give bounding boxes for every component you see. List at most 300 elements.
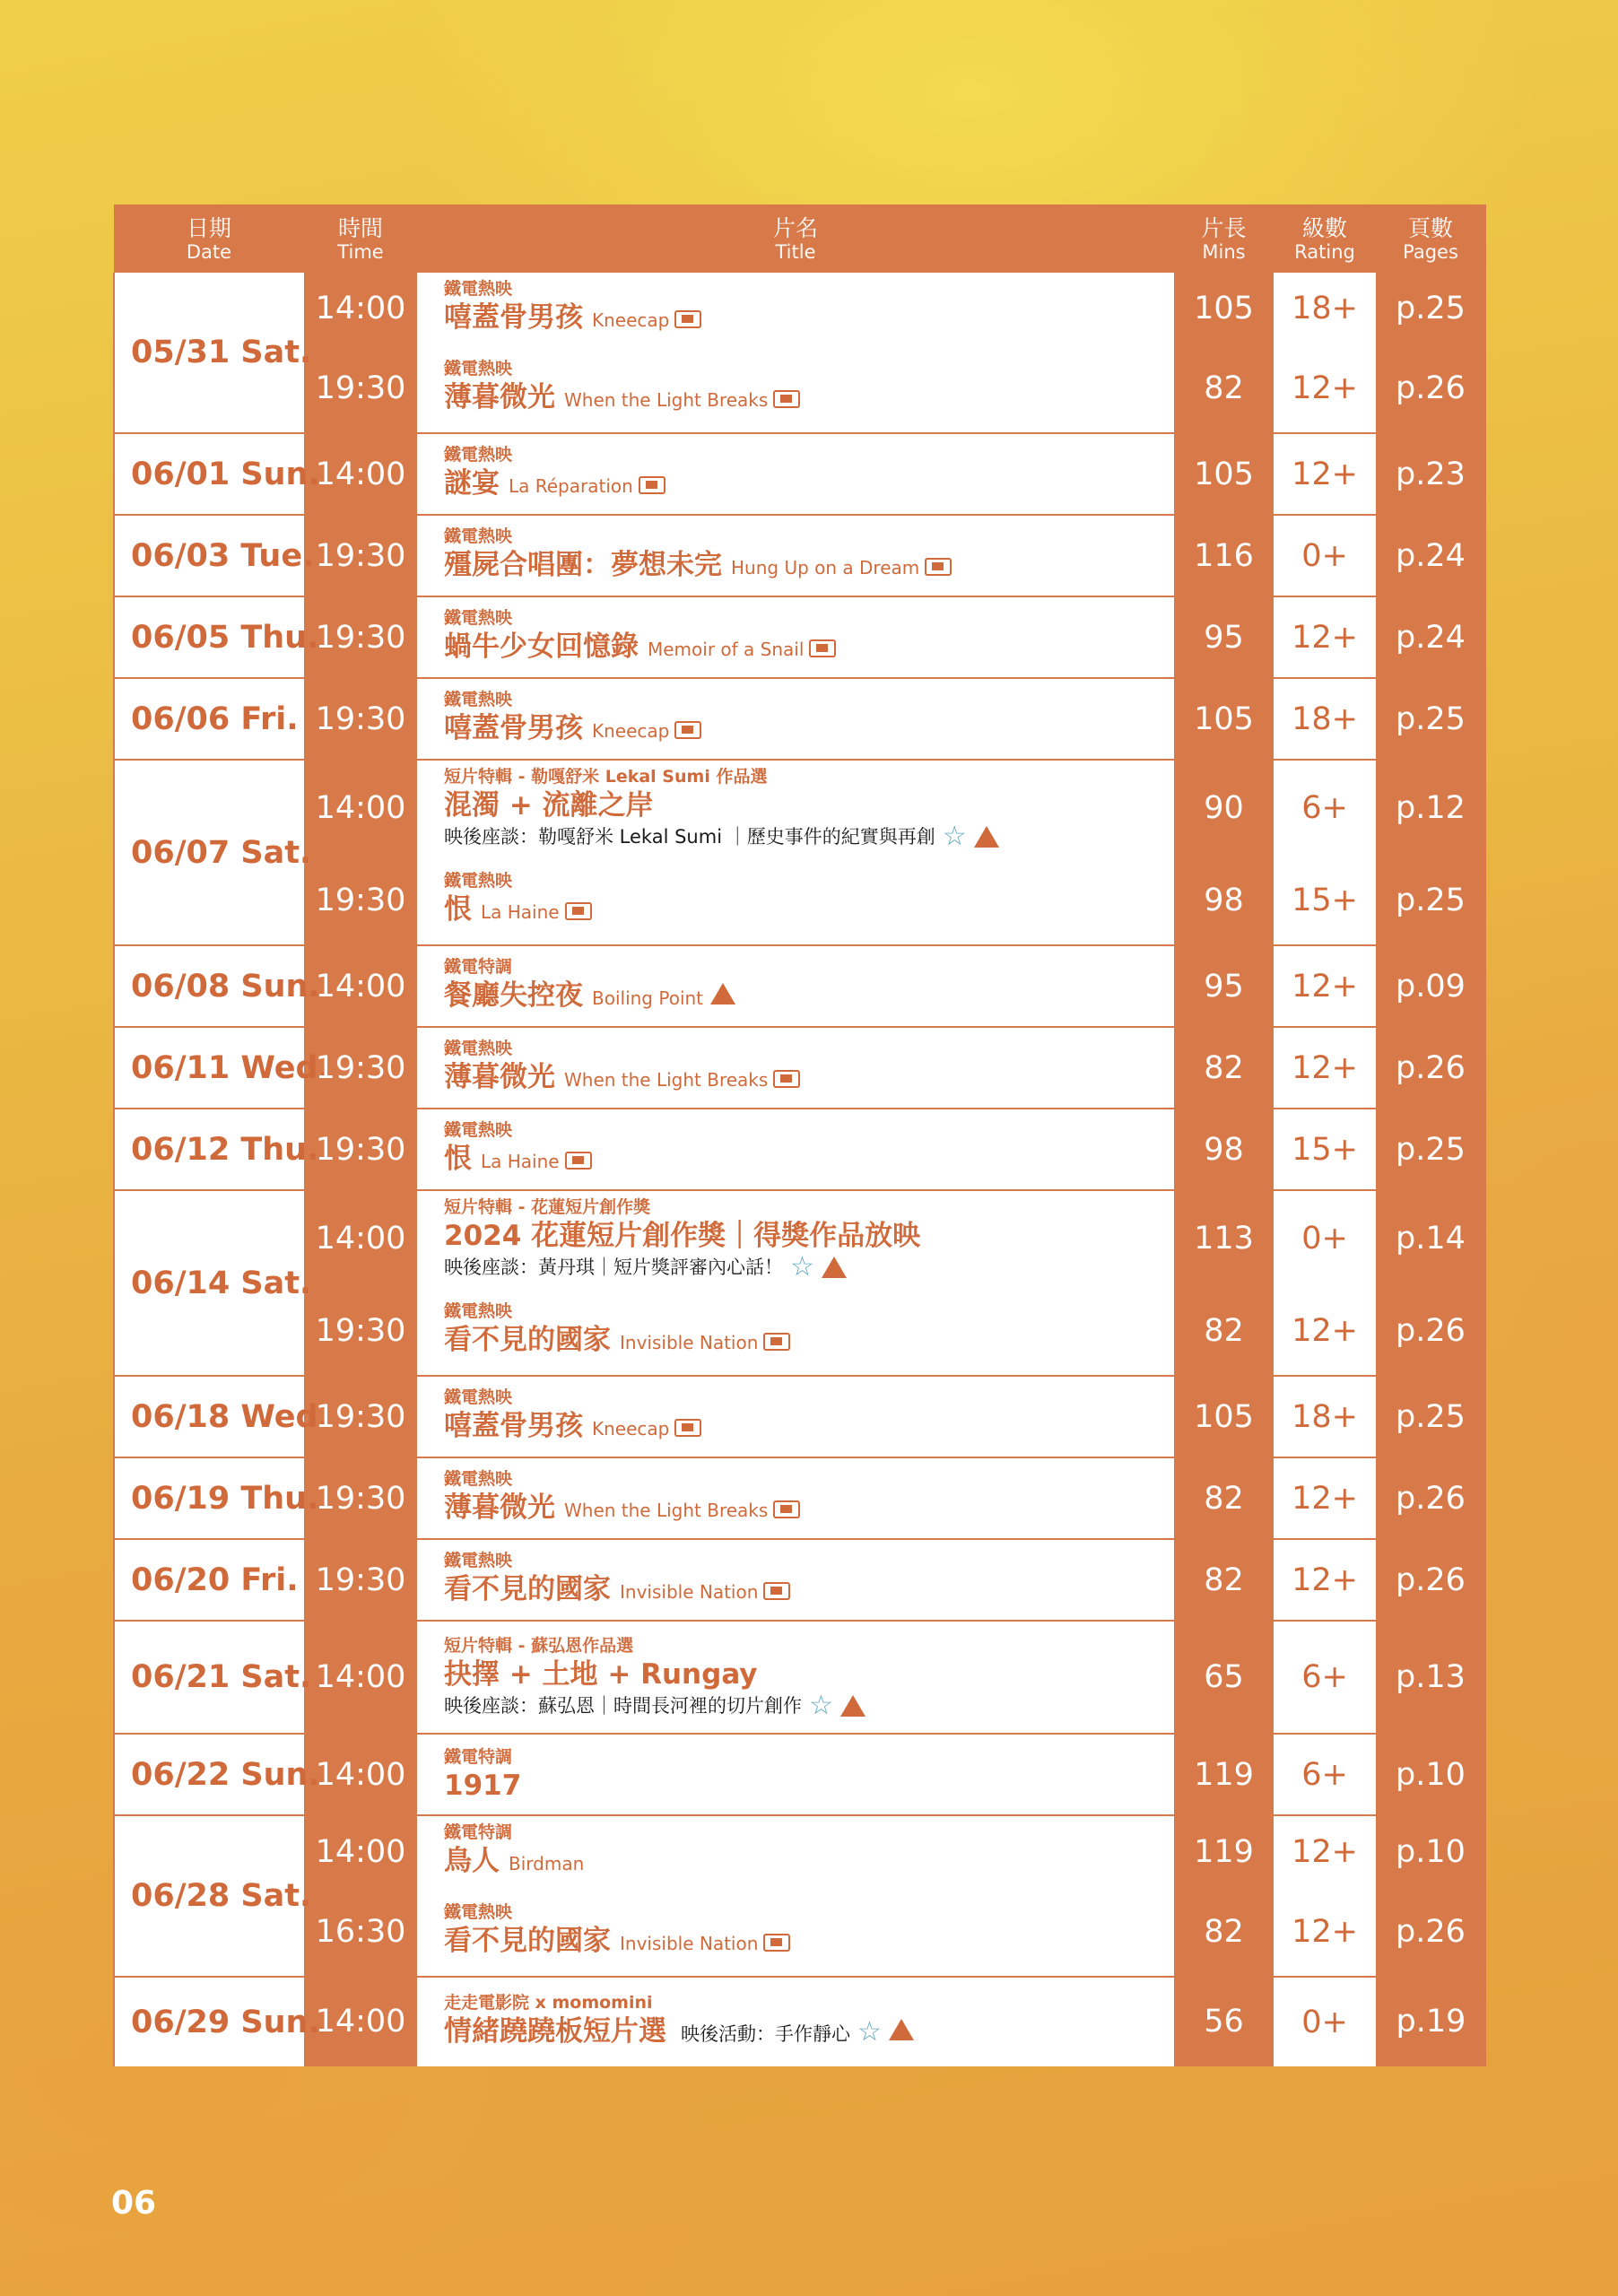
rating-column [1274,596,1376,678]
screening-title-block [417,1458,1174,1538]
ticket-icon [674,310,701,328]
mins-column [1174,1977,1274,2066]
screening-time: 19:30 [315,537,406,574]
screening-title[interactable] [444,1490,1174,1528]
table-header-row [114,204,1486,273]
title-column [417,1621,1174,1734]
title-en: When the Light Breaks [564,1500,769,1521]
date-cell: 06/28 Sat. [114,1815,304,1977]
mins-column [1174,760,1274,945]
pages-column [1376,1815,1486,1977]
screening-rating: 12+ [1292,1833,1358,1870]
screening-page: p.26 [1396,1561,1466,1598]
pages-column [1376,1027,1486,1109]
title-column [417,1109,1174,1190]
date-cell: 06/08 Sun. [114,945,304,1027]
title-en: Kneecap [592,1418,670,1439]
title-zh: 混濁 + 流離之岸 [444,789,654,822]
triangle-icon [974,826,999,848]
pages-column [1376,1977,1486,2066]
rating-column [1274,945,1376,1027]
screening-title-block [417,946,1174,1026]
rating-column [1274,1376,1376,1457]
mins-column [1174,1376,1274,1457]
screening-title-block [417,1286,1174,1375]
screening-title[interactable] [444,300,1174,338]
time-column [304,1027,417,1109]
title-en: Hung Up on a Dream [731,557,920,578]
title-en: Memoir of a Snail [648,639,805,660]
header-pages-zh: 頁數 [1407,214,1453,241]
date-cell: 06/29 Sun. [114,1977,304,2066]
screening-mins: 82 [1204,1480,1244,1517]
title-zh: 餐廳失控夜 [444,979,583,1012]
date-cell: 06/06 Fri. [114,678,304,760]
title-zh: 謎宴 [444,467,500,500]
title-column [417,760,1174,945]
screening-tag: 鐵電熱映 [444,526,513,546]
screening-title-block [417,679,1174,759]
title-zh: 情緒蹺蹺板短片選 [444,2015,666,2048]
screening-time: 19:30 [315,1561,406,1598]
screening-mins: 119 [1194,1756,1254,1793]
screening-page: p.26 [1396,1312,1466,1349]
schedule-row [114,1621,1486,1734]
header-title-en: Title [775,240,816,263]
title-en: Boiling Point [592,987,704,1009]
rating-column [1274,515,1376,596]
star-icon: ☆ [857,2016,882,2048]
header-rating-zh: 級數 [1301,214,1347,241]
schedule-row [114,1977,1486,2066]
time-column [304,1457,417,1539]
schedule-row [114,1457,1486,1539]
screening-mins: 65 [1204,1659,1244,1695]
screening-tag: 鐵電熱映 [444,1387,513,1407]
rating-column [1274,1815,1376,1977]
screening-time: 14:00 [315,1833,406,1870]
header-time-en: Time [337,240,384,263]
screening-mins: 119 [1194,1833,1254,1870]
screening-tag: 鐵電熱映 [444,1301,513,1321]
screening-time: 19:30 [315,1480,406,1517]
schedule-row [114,1190,1486,1376]
screening-time: 19:30 [315,1398,406,1435]
mins-column [1174,1457,1274,1539]
screening-tag: 鐵電熱映 [444,279,513,299]
ticket-icon [809,639,836,657]
screening-title[interactable] [444,1322,1174,1361]
title-zh: 抉擇 + 土地 + Rungay [444,1658,758,1691]
schedule-row [114,760,1486,945]
time-column [304,1539,417,1621]
screening-rating: 12+ [1292,968,1358,1004]
screening-time: 14:00 [315,1221,406,1257]
talk-text: 映後座談：黃丹琪｜短片獎評審內心話！ [444,1257,783,1278]
ticket-icon [674,721,701,739]
screening-mins: 56 [1204,2004,1244,2039]
screening-title[interactable] [444,379,1174,418]
schedule-row [114,1815,1486,1977]
header-mins [1174,204,1274,273]
screening-rating: 18+ [1292,700,1358,737]
screening-title[interactable] [444,1768,1174,1804]
screening-time: 14:00 [315,1659,406,1695]
screening-rating: 0+ [1301,537,1348,574]
date-cell: 06/22 Sun. [114,1734,304,1815]
schedule-row [114,945,1486,1027]
screening-time: 14:00 [315,2004,406,2039]
pages-column [1376,945,1486,1027]
title-zh: 蝸牛少女回憶錄 [444,631,639,663]
screening-tag: 鐵電熱映 [444,359,513,378]
screening-rating: 18+ [1292,290,1358,326]
header-pages-en: Pages [1403,240,1458,263]
screening-title-block [417,1978,1174,2066]
screening-tag: 鐵電熱映 [444,1120,513,1140]
title-en: La Haine [481,901,560,923]
rating-column [1274,1109,1376,1190]
date-cell: 06/21 Sat. [114,1621,304,1734]
screening-mins: 82 [1204,1312,1244,1349]
header-time-zh: 時間 [337,214,383,241]
rating-column [1274,1190,1376,1376]
mins-column [1174,1027,1274,1109]
title-zh: 嘻蓋骨男孩 [444,1410,583,1442]
screening-rating: 12+ [1292,1312,1358,1349]
title-en: When the Light Breaks [564,1069,769,1091]
header-rating [1274,204,1376,273]
screening-time: 19:30 [315,1049,406,1086]
schedule-row [114,1376,1486,1457]
pages-column [1376,515,1486,596]
time-column [304,596,417,678]
screening-title[interactable] [444,1218,1174,1254]
screening-rating: 12+ [1292,370,1358,406]
rating-column [1274,1734,1376,1815]
mins-column [1174,273,1274,433]
title-en: Invisible Nation [620,1332,759,1353]
rating-column [1274,1539,1376,1621]
date-cell: 06/07 Sat. [114,760,304,945]
header-title-zh: 片名 [772,214,818,241]
screening-mins: 82 [1204,1049,1244,1086]
time-column [304,1190,417,1376]
screening-title[interactable] [444,1843,1174,1882]
title-en: La Réparation [509,475,633,497]
triangle-icon [710,983,735,1004]
title-column [417,1977,1174,2066]
header-title [417,204,1174,273]
date-cell: 06/05 Thu. [114,596,304,678]
mins-column [1174,433,1274,515]
triangle-icon [889,2019,914,2040]
pages-column [1376,433,1486,515]
time-column [304,1734,417,1815]
date-cell: 06/18 Wed. [114,1376,304,1457]
screening-page: p.13 [1396,1659,1466,1695]
screening-time: 14:00 [315,968,406,1004]
screening-mins: 95 [1204,968,1244,1004]
rating-column [1274,678,1376,760]
screening-page: p.09 [1396,968,1466,1004]
schedule-row [114,515,1486,596]
screening-page: p.25 [1396,1398,1466,1435]
screening-page: p.25 [1396,882,1466,918]
screening-tag: 鐵電熱映 [444,690,513,709]
screening-tag: 鐵電熱映 [444,1469,513,1489]
title-column [417,1027,1174,1109]
screening-time: 14:00 [315,790,406,826]
date-cell: 06/03 Tue. [114,515,304,596]
post-screening-activity: 映後活動：手作靜心 [681,2023,850,2045]
title-zh: 看不見的國家 [444,1573,611,1605]
screening-tag: 鐵電特調 [444,1822,513,1842]
title-column [417,273,1174,433]
screening-title-block [417,1540,1174,1620]
screening-title-block [417,1377,1174,1457]
screening-title[interactable] [444,787,1174,823]
screening-rating: 15+ [1292,1131,1358,1168]
screening-time: 14:00 [315,1756,406,1793]
screening-rating: 6+ [1301,1756,1348,1793]
screening-rating: 12+ [1292,1480,1358,1517]
rating-column [1274,1027,1376,1109]
pages-column [1376,1376,1486,1457]
date-cell: 06/20 Fri. [114,1539,304,1621]
screening-title[interactable] [444,710,1174,749]
header-time [304,204,417,273]
screening-page: p.23 [1396,456,1466,492]
screening-title-block [417,1191,1174,1286]
screening-tag: 鐵電熱映 [444,1551,513,1570]
screening-title[interactable] [444,1923,1174,1961]
title-zh: 嘻蓋骨男孩 [444,301,583,334]
title-column [417,945,1174,1027]
screening-title[interactable] [444,1141,1174,1179]
schedule-row [114,273,1486,433]
screening-page: p.25 [1396,291,1466,326]
mins-column [1174,1815,1274,1977]
screening-mins: 98 [1204,1131,1244,1168]
date-cell: 06/14 Sat. [114,1190,304,1376]
screening-page: p.12 [1396,790,1466,826]
screening-title[interactable] [444,1571,1174,1610]
mins-column [1174,678,1274,760]
screening-tag: 短片特輯 - 勒嘎舒米 Lekal Sumi 作品選 [444,767,768,787]
screening-title[interactable] [444,891,1174,930]
title-en: Birdman [509,1853,585,1874]
screening-title[interactable] [444,547,1174,586]
date-cell: 06/12 Thu. [114,1109,304,1190]
mins-column [1174,1621,1274,1734]
rating-column [1274,1621,1376,1734]
rating-column [1274,273,1376,433]
screening-time: 19:30 [315,700,406,737]
screening-time: 19:30 [315,619,406,656]
rating-column [1274,1977,1376,2066]
screening-mins: 105 [1194,700,1254,737]
screening-mins: 82 [1204,1913,1244,1950]
schedule-body [114,273,1486,2066]
screening-title-block [417,597,1174,677]
post-screening-talk [444,823,1174,850]
pages-column [1376,1190,1486,1376]
screening-title[interactable] [444,978,1174,1016]
screening-mins: 82 [1204,370,1244,406]
screening-title-block [417,1109,1174,1189]
rating-column [1274,760,1376,945]
ticket-icon [565,1152,592,1170]
pages-column [1376,1109,1486,1190]
title-zh: 薄暮微光 [444,381,555,413]
screening-title[interactable] [444,629,1174,667]
screening-title-block [417,1028,1174,1108]
screening-page: p.19 [1396,2004,1466,2039]
screening-tag: 鐵電熱映 [444,608,513,628]
screening-mins: 95 [1204,619,1244,656]
title-zh: 看不見的國家 [444,1925,611,1957]
date-cell: 05/31 Sat. [114,273,304,433]
time-column [304,678,417,760]
title-zh: 2024 花蓮短片創作獎｜得獎作品放映 [444,1220,921,1252]
screening-rating: 0+ [1301,1221,1348,1257]
header-date [114,204,304,273]
screening-tag: 鐵電熱映 [444,871,513,891]
screening-mins: 116 [1194,537,1254,574]
screening-tag: 走走電影院 x momomini [444,1993,653,2013]
ticket-icon [773,1500,800,1518]
schedule-row [114,596,1486,678]
mins-column [1174,515,1274,596]
time-column [304,1109,417,1190]
screening-mins: 105 [1194,456,1254,492]
pages-column [1376,1621,1486,1734]
post-screening-talk [444,1251,1174,1283]
screening-time: 14:00 [315,291,406,326]
screening-rating: 0+ [1301,2004,1348,2040]
talk-text: 映後座談：勒嘎舒米 Lekal Sumi ｜歷史事件的紀實與再創 [444,826,935,848]
header-date-zh: 日期 [186,214,231,241]
ticket-icon [674,1419,701,1437]
screening-title-block [417,516,1174,596]
screening-rating: 18+ [1292,1398,1358,1435]
time-column [304,433,417,515]
screening-page: p.25 [1396,700,1466,737]
screening-rating: 12+ [1292,1561,1358,1598]
title-zh: 恨 [444,1143,472,1175]
screening-title-block [417,856,1174,944]
schedule-row [114,433,1486,515]
ticket-icon [763,1582,790,1600]
title-en: Invisible Nation [620,1933,759,1954]
screening-page: p.24 [1396,619,1466,656]
time-column [304,1376,417,1457]
schedule-table [113,204,1487,2066]
star-icon: ☆ [809,1690,833,1721]
title-column [417,1190,1174,1376]
screening-title-block [417,1887,1174,1976]
screening-mins: 113 [1194,1221,1254,1257]
screening-tag: 鐵電熱映 [444,1039,513,1058]
screening-mins: 105 [1194,291,1254,326]
schedule-row [114,1734,1486,1815]
header-rating-en: Rating [1294,240,1355,263]
screening-title-block [417,434,1174,514]
screening-tag: 鐵電特調 [444,957,513,977]
time-column [304,273,417,433]
screening-time: 19:30 [315,1312,406,1349]
screening-rating: 15+ [1292,882,1358,918]
rating-column [1274,1457,1376,1539]
time-column [304,760,417,945]
screening-title[interactable] [444,1059,1174,1098]
date-cell: 06/11 Wed. [114,1027,304,1109]
rating-column [1274,433,1376,515]
screening-page: p.14 [1396,1221,1466,1257]
screening-page: p.26 [1396,1913,1466,1950]
screening-page: p.25 [1396,1131,1466,1168]
title-column [417,515,1174,596]
screening-mins: 90 [1204,790,1244,826]
ticket-icon [763,1333,790,1351]
screening-title-block [417,1622,1174,1733]
schedule-row [114,1109,1486,1190]
title-column [417,1457,1174,1539]
screening-title-block [417,273,1174,344]
screening-tag: 鐵電熱映 [444,445,513,465]
screening-title[interactable] [444,465,1174,504]
mins-column [1174,1190,1274,1376]
pages-column [1376,760,1486,945]
screening-title-block [417,1816,1174,1887]
time-column [304,1815,417,1977]
screening-rating: 12+ [1292,619,1358,656]
screening-rating: 12+ [1292,1049,1358,1086]
time-column [304,515,417,596]
screening-page: p.24 [1396,537,1466,574]
screening-rating: 6+ [1301,790,1348,826]
triangle-icon [822,1257,847,1278]
screening-mins: 98 [1204,882,1244,918]
screening-rating: 12+ [1292,1913,1358,1950]
screening-mins: 105 [1194,1398,1254,1435]
screening-page: p.26 [1396,1049,1466,1086]
ticket-icon [773,1070,800,1088]
screening-title[interactable] [444,1408,1174,1447]
page-number: 06 [111,2185,157,2222]
mins-column [1174,1539,1274,1621]
triangle-icon [840,1695,866,1717]
title-zh: 恨 [444,893,472,926]
date-cell: 06/01 Sun. [114,433,304,515]
screening-title[interactable] [444,1657,1174,1692]
title-zh: 1917 [444,1769,522,1802]
title-column [417,433,1174,515]
title-column [417,596,1174,678]
title-column [417,1376,1174,1457]
title-zh: 薄暮微光 [444,1492,555,1524]
title-en: Kneecap [592,720,670,742]
screening-page: p.26 [1396,1480,1466,1517]
screening-time: 16:30 [315,1913,406,1950]
time-column [304,1621,417,1734]
screening-page: p.10 [1396,1833,1466,1870]
title-zh: 看不見的國家 [444,1324,611,1356]
screening-title[interactable] [444,2013,1174,2052]
mins-column [1174,596,1274,678]
title-zh: 薄暮微光 [444,1061,555,1093]
